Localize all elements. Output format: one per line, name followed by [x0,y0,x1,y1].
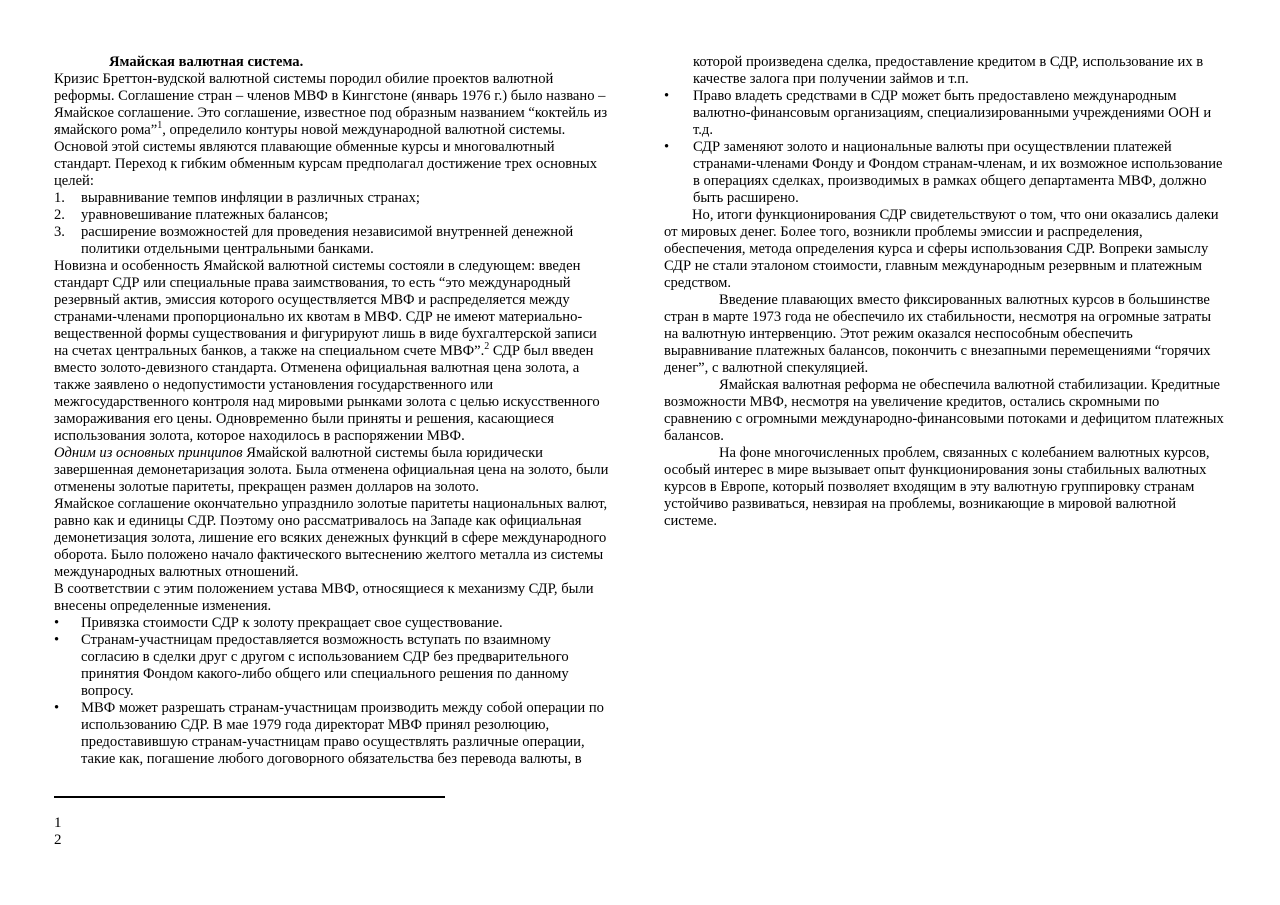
paragraph-sdr-tail: СДР был введен вместо золото-девизного стандарта. Отменена официальная валютная цена золота, а также заявлено о недопустимости установления государственного или межгосударственного контроля над мировыми рынками золота с целью искусственного замораживания его цены. Одновременно были приняты и решения, касающиеся использования золота, которое находилось в распоряжении МВФ. [54,343,600,444]
bullet-marker: • [54,700,60,716]
italic-phrase: Одним из основных принципов [54,445,243,461]
list-item [54,224,612,258]
right-column [664,54,1224,530]
list-item [54,632,612,700]
footnote-ref-1[interactable]: 1 [157,120,163,132]
bullet-marker: • [54,615,60,631]
paragraph-intro-tail: , определило контуры новой международной валютной системы. [162,122,566,138]
paragraph-changes: В соответствии с этим положением устава МВФ, относящиеся к механизму СДР, были внесены определенные изменения. [54,581,594,614]
list-number: 2. [54,207,65,223]
paragraph-jamaica-agreement: Ямайское соглашение окончательно упразднило золотые паритеты национальных валют, равно как и единицы СДР. Поэтому оно рассматривалось на Западе как официальная демонетизация золота, лишение его всяких денежных функций в сфере международного оборота. Было положено начало фактического вытеснению желтого металла из системы международных валютных отношений. [54,496,608,580]
list-item [54,207,612,224]
list-item-text: МВФ может разрешать странам-участницам производить между собой операции по использованию СДР. В мае 1979 года директорат МВФ принял резолюцию, предоставившую странам-участницам право осуществлять различные операции, такие как, погашение любого договорного обязательства без перевода валюты, в [81,700,604,767]
paragraph-reform-results: Ямайская валютная реформа не обеспечила валютной стабилизации. Кредитные возможности МВФ, несмотря на увеличение кредитов, остались скромными по сравнению с огромными международно-финансовыми потоками и дефицитом платежных балансов. [664,377,1224,444]
bullet-marker: • [54,632,60,648]
list-item [54,615,612,632]
left-column [54,54,612,768]
paragraph-goals-intro: Основой этой системы являются плавающие обменные курсы и многовалютный стандарт. Переход к гибким обменным курсам предполагал достижение трех основных целей: [54,139,598,189]
paragraph-sdr [54,258,612,445]
paragraph-european-zone: На фоне многочисленных проблем, связанных с колебанием валютных курсов, особый интерес в мире вызывает опыт функционирования зоны стабильных валютных курсов в Европе, который позволяет входящим в эту валютную группировку странам устойчиво развиваться, невзирая на проблемы, возникающие в мировой валютной системе. [664,445,1210,529]
continued-list-text: которой произведена сделка, предоставление кредитом в СДР, использование их в качестве залога при получении займов и т.п. [693,54,1204,87]
list-item-text: СДР заменяют золото и национальные валюты при осуществлении платежей странами-членами Фонду и Фондом странам-членам, и их возможное использование в операциях сделках, производимых в рамках общего департамента МВФ, должно быть расширено. [693,139,1223,206]
paragraph-sdr-text: Новизна и особенность Ямайской валютной системы состояли в следующем: введен стандарт СДР или специальные права заимствования, то есть “это международный резервный актив, эмиссия которого осуществляется МВФ и распределяется между странами-членами пропорционально их квотам в МВФ. СДР не имеют материально-вещественной формы существования и фигурируют лишь в виде бухгалтерской записи на счетах центральных банков, а также на специальном счете МВФ”. [54,258,597,359]
paragraph-floating-rates: Введение плавающих вместо фиксированных валютных курсов в большинстве стран в марте 1973 года не обеспечило их стабильности, несмотря на огромные затраты на валютную интервенцию. Этот режим оказался неспособным обеспечить выравнивание платежных балансов, покончить с внезапными перемещениями “горячих денег”, с валютной спекуляцией. [664,292,1212,376]
paragraph-intro-text: Кризис Бреттон-вудской валютной системы породил обилие проектов валютной реформы. Соглашение стран – членов МВФ в Кингстоне (январь 1976 г.) было названо – Ямайское соглашение. Это соглашение, известное под образным названием “коктейль из ямайского рома” [54,71,608,138]
list-item-text: расширение возможностей для проведения независимой внутренней денежной политики отдельными центральными банками. [81,224,574,257]
paragraph-principles [54,445,612,496]
list-item-text: Привязка стоимости СДР к золоту прекращает свое существование. [81,615,503,631]
footnote-2: 2 [54,832,62,848]
list-item [54,190,612,207]
paragraph-intro [54,71,612,139]
footnote-separator [54,796,445,798]
list-item [54,700,612,768]
sdr-rights-list [664,88,1224,207]
list-item-text: выравнивание темпов инфляции в различных странах; [81,190,420,206]
paragraph-sdr-results: Но, итоги функционирования СДР свидетельствуют о том, что они оказались далеки от мировых денег. Более того, возникли проблемы эмиссии и распределения, обеспечения, метода определения курса и сферы использования СДР. Вопреки замыслу СДР не стали эталоном стоимости, главным международным резервным и платежным средством. [664,207,1219,291]
list-item-text: Право владеть средствами в СДР может быть предоставлено международным валютно-финансовым организациям, специализированными учреждениями ООН и т.д. [693,88,1212,138]
footnote-1: 1 [54,815,62,831]
footnote-ref-2[interactable]: 2 [484,341,490,353]
bullet-marker: • [664,139,670,155]
paragraph-principles-text: Ямайской валютной системы была юридически завершенная демонетаризация золота. Была отменена официальная цена на золото, были отменены золотые паритеты, прекращен размен долларов на золото. [54,445,609,495]
list-number: 3. [54,224,65,240]
list-item [664,139,1224,207]
goals-list [54,190,612,258]
list-number: 1. [54,190,65,206]
list-item-text: уравновешивание платежных балансов; [81,207,329,223]
changes-list [54,615,612,768]
list-item [664,88,1224,139]
document-title: Ямайская валютная система. [109,54,304,70]
bullet-marker: • [664,88,670,104]
list-item-text: Странам-участницам предоставляется возможность вступать по взаимному согласию в сделки друг с другом с использованием СДР без предварительного принятия Фондом какого-либо общего или специального решения по данному вопросу. [81,632,569,699]
